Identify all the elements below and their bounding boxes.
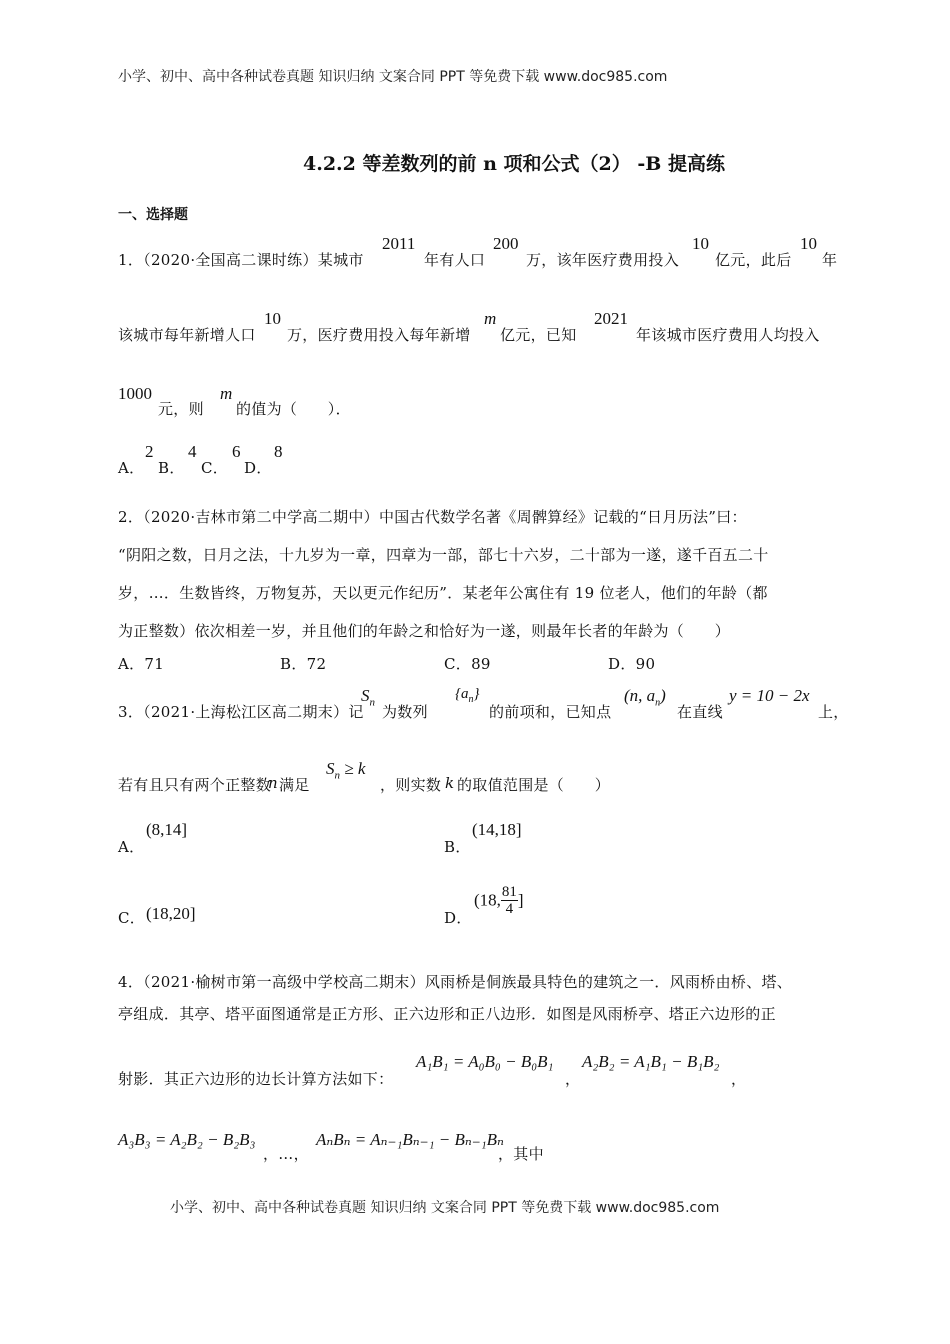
page-title: 4.2.2 等差数列的前 n 项和公式（2） -B 提高练 xyxy=(303,153,725,175)
q4-text: ，其中 xyxy=(498,1145,544,1163)
q1-text: 该城市每年新增人口 xyxy=(118,326,256,344)
option-b-label: B． xyxy=(158,459,185,477)
q4-text: ， xyxy=(731,1070,747,1088)
q1-text: 年有人口 xyxy=(424,251,486,269)
option-b: B．72 xyxy=(280,655,327,673)
q4-text: 亭组成．其亭、塔平面图通常是正方形、正六边形和正八边形．如图是风雨桥亭、塔正六边形的正 xyxy=(118,1005,776,1023)
math: $S_n$ xyxy=(361,686,375,709)
option-c-value: 6 xyxy=(232,442,241,461)
math: 2011 xyxy=(382,234,416,253)
math: 2021 xyxy=(594,309,628,328)
q3-text: 3．（2021·上海松江区高二期末）记 xyxy=(118,703,364,721)
math: A₃B₃ = A₂B₂ − B₂B₃ xyxy=(118,1130,256,1149)
q3-text: 为数列 xyxy=(382,703,428,721)
q3-text: 若有且只有两个正整数 xyxy=(118,776,272,794)
q1-text: 1．（2020·全国高二课时练）某城市 xyxy=(118,251,364,269)
q4-text: 4．（2021·榆树市第一高级中学校高二期末）风雨桥是侗族最具特色的建筑之一．风雨桥由桥、塔、 xyxy=(118,973,793,991)
math: A₂B₂ = A₁B₁ − B₁B₂ xyxy=(582,1052,720,1071)
q3-text: 的前项和，已知点 xyxy=(489,703,612,721)
option-d: D．90 xyxy=(608,655,656,673)
math: 1000 xyxy=(118,384,152,403)
q1-text: 亿元，已知 xyxy=(500,326,577,344)
q3-text: n xyxy=(268,774,278,792)
math: y = 10 − 2x xyxy=(729,686,810,705)
q4-text: 射影．其正六边形的边长计算方法如下： xyxy=(118,1070,394,1088)
q1-text: 万，医疗费用投入每年新增 xyxy=(287,326,471,344)
option-a-label: A． xyxy=(118,459,145,477)
option-a-value: 2 xyxy=(145,442,154,461)
q2-text: 为正整数）依次相差一岁，并且他们的年龄之和恰好为一遂，则最年长者的年龄为（ ） xyxy=(118,622,731,640)
q4-text: ，…， xyxy=(263,1145,309,1163)
math: 10 xyxy=(692,234,709,253)
option-b-label: B． xyxy=(444,838,471,856)
option-c-value: (18,20] xyxy=(146,904,196,923)
option-b-value: 4 xyxy=(188,442,197,461)
q1-text: 年 xyxy=(822,251,838,269)
option-a-label: A． xyxy=(118,838,145,856)
math: AₙBₙ = Aₙ₋₁Bₙ₋₁ − Bₙ₋₁Bₙ xyxy=(316,1130,504,1149)
option-c-label: C． xyxy=(201,459,229,477)
q3-text: k xyxy=(445,774,455,792)
q1-text: 元，则 xyxy=(158,400,204,418)
math: 10 xyxy=(800,234,817,253)
option-d-label: D． xyxy=(244,459,272,477)
math: $\{a_n\}$ xyxy=(455,686,480,705)
page-header: 小学、初中、高中各种试卷真题 知识归纳 文案合同 PPT 等免费下载 www.doc985.com xyxy=(118,69,668,85)
option-b-value: (14,18] xyxy=(472,820,522,839)
q3-text: 上， xyxy=(818,703,849,721)
q1-text: 的值为（ ）． xyxy=(236,400,351,418)
q3-text: 满足 xyxy=(279,776,310,794)
q3-text: ，则实数 xyxy=(380,776,442,794)
option-d-value: 8 xyxy=(274,442,283,461)
math: m xyxy=(220,384,233,403)
q3-text: 的取值范围是（ ） xyxy=(457,776,611,794)
option-d-value: (18, $\frac{81}{4}$ ] xyxy=(474,884,524,917)
page-footer: 小学、初中、高中各种试卷真题 知识归纳 文案合同 PPT 等免费下载 www.doc985.com xyxy=(170,1200,720,1216)
q4-text: ， xyxy=(565,1070,581,1088)
q1-text: 万，该年医疗费用投入 xyxy=(526,251,680,269)
option-d-label: D． xyxy=(444,909,472,927)
math: m xyxy=(484,309,497,328)
q2-text: 岁，…．生数皆终，万物复苏，天以更元作纪历”．某老年公寓住有 19 位老人，他们的年龄（都 xyxy=(118,584,768,602)
math: 10 xyxy=(264,309,281,328)
q1-text: 亿元，此后 xyxy=(715,251,792,269)
section-heading: 一、选择题 xyxy=(118,207,188,223)
option-c: C．89 xyxy=(444,655,491,673)
q1-text: 年该城市医疗费用人均投入 xyxy=(636,326,820,344)
option-c-label: C． xyxy=(118,909,146,927)
q2-text: “阴阳之数，日月之法，十九岁为一章，四章为一部，部七十六岁，二十部为一遂，遂千百五二十 xyxy=(118,546,769,564)
q3-text: 在直线 xyxy=(677,703,723,721)
math: 200 xyxy=(493,234,519,253)
math: (n, $a_n$) xyxy=(624,686,666,709)
math: $S_n \ge k$ xyxy=(326,759,366,782)
option-a-value: (8,14] xyxy=(146,820,188,839)
q2-text: 2．（2020·吉林市第二中学高二期中）中国古代数学名著《周髀算经》记载的“日月历法”曰： xyxy=(118,508,747,526)
math: A₁B₁ = A₀B₀ − B₀B₁ xyxy=(416,1052,554,1071)
option-a: A．71 xyxy=(118,655,165,673)
